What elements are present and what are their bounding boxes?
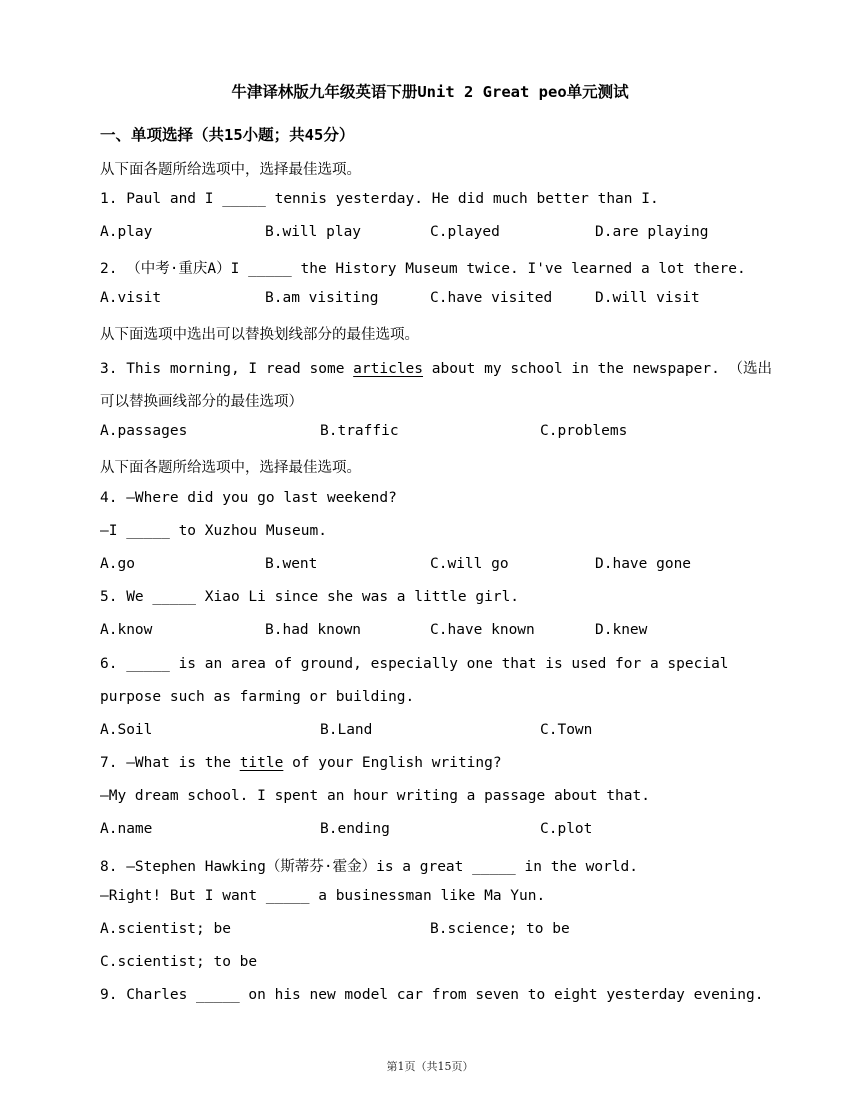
- option-b[interactable]: B.science; to be: [430, 921, 570, 937]
- question-2-stem: 2. （中考·重庆A）I _____ the History Museum twice. I've learned a lot there.: [100, 261, 746, 277]
- option-a[interactable]: A.visit: [100, 290, 162, 306]
- question-8-options: [100, 921, 760, 941]
- question-5-options: [100, 622, 760, 642]
- question-4-stem-line2: —I _____ to Xuzhou Museum.: [100, 523, 327, 539]
- option-d[interactable]: D.will visit: [595, 290, 700, 306]
- option-d[interactable]: D.have gone: [595, 556, 692, 572]
- instruction: 从下面选项中选出可以替换划线部分的最佳选项。: [100, 327, 419, 343]
- question-8-options-line2: [100, 954, 760, 974]
- instruction: 从下面各题所给选项中，选择最佳选项。: [100, 162, 361, 178]
- option-c[interactable]: C.played: [430, 224, 500, 240]
- question-4-stem: 4. —Where did you go last weekend?: [100, 490, 397, 506]
- question-6-stem: 6. _____ is an area of ground, especially one that is used for a special: [100, 656, 729, 672]
- option-b[interactable]: B.will play: [265, 224, 362, 240]
- option-a[interactable]: A.go: [100, 556, 135, 572]
- question-6-options: [100, 722, 760, 742]
- question-3-stem-line2: 可以替换画线部分的最佳选项）: [100, 394, 303, 410]
- question-3-options: [100, 423, 760, 443]
- option-c[interactable]: C.problems: [540, 423, 628, 439]
- option-a[interactable]: A.play: [100, 224, 153, 240]
- instruction: 从下面各题所给选项中，选择最佳选项。: [100, 460, 361, 476]
- question-7-stem: 7. —What is the title of your English writing?: [100, 755, 502, 771]
- option-c[interactable]: C.have known: [430, 622, 535, 638]
- question-8-stem: 8. —Stephen Hawking（斯蒂芬·霍金）is a great _____ in the world.: [100, 859, 638, 875]
- option-a[interactable]: A.know: [100, 622, 153, 638]
- document-title: 牛津译林版九年级英语下册Unit 2 Great peo单元测试: [231, 83, 629, 101]
- question-3-stem: 3. This morning, I read some articles about my school in the newspaper. （选出: [100, 361, 773, 377]
- underlined-word: articles: [353, 361, 424, 377]
- question-4-options: [100, 556, 760, 576]
- option-b[interactable]: B.Land: [320, 722, 373, 738]
- option-c[interactable]: C.Town: [540, 722, 593, 738]
- section-heading: 一、单项选择（共15小题；共45分）: [100, 126, 355, 144]
- question-7-stem-line2: —My dream school. I spent an hour writing a passage about that.: [100, 788, 650, 804]
- option-d[interactable]: D.are playing: [595, 224, 709, 240]
- question-6-stem-line2: purpose such as farming or building.: [100, 689, 415, 705]
- question-9-stem: 9. Charles _____ on his new model car from seven to eight yesterday evening.: [100, 987, 764, 1003]
- question-1-options: [100, 224, 760, 244]
- option-d[interactable]: D.knew: [595, 622, 648, 638]
- option-c[interactable]: C.plot: [540, 821, 593, 837]
- option-b[interactable]: B.am visiting: [265, 290, 379, 306]
- question-7-options: [100, 821, 760, 841]
- option-a[interactable]: A.scientist; be: [100, 921, 231, 937]
- option-b[interactable]: B.traffic: [320, 423, 399, 439]
- option-c[interactable]: C.have visited: [430, 290, 553, 306]
- question-5-stem: 5. We _____ Xiao Li since she was a little girl.: [100, 589, 520, 605]
- option-b[interactable]: B.had known: [265, 622, 362, 638]
- page-footer: 第1页（共15页）: [386, 1060, 474, 1073]
- option-b[interactable]: B.ending: [320, 821, 390, 837]
- underlined-word: title: [239, 755, 284, 771]
- option-c[interactable]: C.scientist; to be: [100, 954, 258, 970]
- option-a[interactable]: A.passages: [100, 423, 188, 439]
- option-b[interactable]: B.went: [265, 556, 318, 572]
- option-a[interactable]: A.name: [100, 821, 153, 837]
- question-1-stem: 1. Paul and I _____ tennis yesterday. He did much better than I.: [100, 191, 659, 207]
- option-c[interactable]: C.will go: [430, 556, 509, 572]
- option-a[interactable]: A.Soil: [100, 722, 153, 738]
- question-8-stem-line2: —Right! But I want _____ a businessman like Ma Yun.: [100, 888, 546, 904]
- question-2-options: [100, 290, 760, 310]
